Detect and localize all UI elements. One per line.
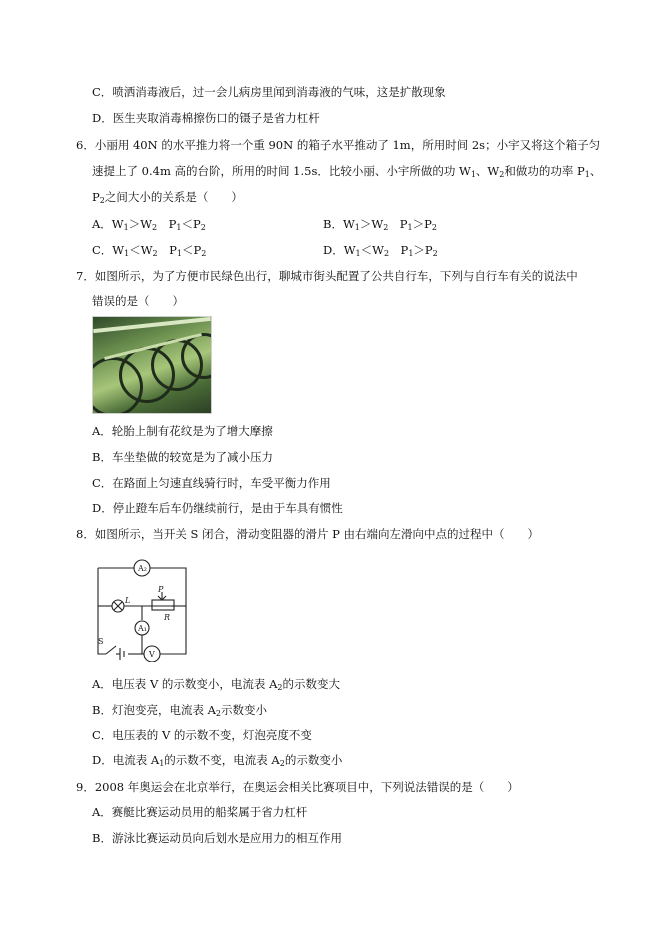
q7-option-b: B．车坐垫做的较宽是为了减小压力 — [92, 450, 273, 464]
label-v: V — [149, 650, 155, 659]
q9-stem: 9．2008 年奥运会在北京举行，在奥运会相关比赛项目中，下列说法错误的是（ ） — [76, 780, 519, 794]
q6-stem-line1: 6．小丽用 40N 的水平推力将一个重 90N 的箱子水平推动了 1m，所用时间 2s；小宇又将这个箱子匀 — [76, 138, 601, 152]
q6-option-c: C．$W_1<W_2$ $P_1<P_2$ — [92, 243, 207, 258]
q8-option-b: B．灯泡变亮，电流表 $A_2$示数变小 — [92, 703, 268, 718]
q7-option-a: A．轮胎上制有花纹是为了增大摩擦 — [92, 424, 273, 438]
q6-option-a: A．$W_1>W_2$ $P_1<P_2$ — [92, 217, 206, 232]
q5-option-c: C．喷洒消毒液后，过一会儿病房里闻到消毒液的气味，这是扩散现象 — [92, 85, 446, 99]
q8-option-d: D．电流表 $A_1$的示数不变，电流表 $A_2$的示数变小 — [92, 753, 343, 768]
q9-option-a: A．赛艇比赛运动员用的船桨属于省力杠杆 — [92, 805, 308, 819]
switch-symbol — [106, 646, 116, 654]
q7-option-c: C．在路面上匀速直线骑行时，车受平衡力作用 — [92, 476, 331, 490]
q8-option-a: A．电压表 V 的示数变小，电流表 $A_2$的示数变大 — [92, 677, 340, 692]
q5-option-d: D．医生夹取消毒棉擦伤口的镊子是省力杠杆 — [92, 111, 320, 125]
label-p: P — [158, 585, 164, 594]
q8-stem: 8．如图所示，当开关 S 闭合，滑动变阻器的滑片 P 由右端向左滑向中点的过程中（ ） — [76, 527, 540, 541]
label-a1: A₁ — [138, 624, 147, 633]
circuit-diagram — [92, 554, 192, 662]
q6-option-d: D．$W_1<W_2$ $P_1>P_2$ — [323, 243, 438, 258]
label-l: L — [125, 596, 131, 605]
label-s: S — [98, 637, 104, 646]
q6-option-b: B．$W_1>W_2$ $P_1>P_2$ — [323, 217, 437, 232]
bicycle-photo — [92, 316, 212, 414]
q8-option-c: C．电压表的 V 的示数不变，灯泡亮度不变 — [92, 728, 312, 742]
q9-option-b: B．游泳比赛运动员向后划水是应用力的相互作用 — [92, 831, 342, 845]
q7-stem-line1: 7．如图所示，为了方便市民绿色出行，聊城市街头配置了公共自行车，下列与自行车有关的说法中 — [76, 269, 578, 283]
q6-stem-line2: 速提上了 0.4m 高的台阶，所用的时间 1.5s．比较小丽、小宇所做的功 $W_1$、$W_2$和做功的功率 $P_1$、 — [92, 164, 602, 179]
q7-stem-line2: 错误的是（ ） — [92, 294, 184, 308]
rheostat-symbol — [152, 600, 174, 610]
label-r: R — [164, 613, 171, 622]
q7-option-d: D．停止蹬车后车仍继续前行，是由于车具有惯性 — [92, 501, 343, 515]
q6-stem-line3: $P_2$之间大小的关系是（ ） — [92, 190, 243, 205]
label-a2: A₂ — [138, 564, 147, 573]
